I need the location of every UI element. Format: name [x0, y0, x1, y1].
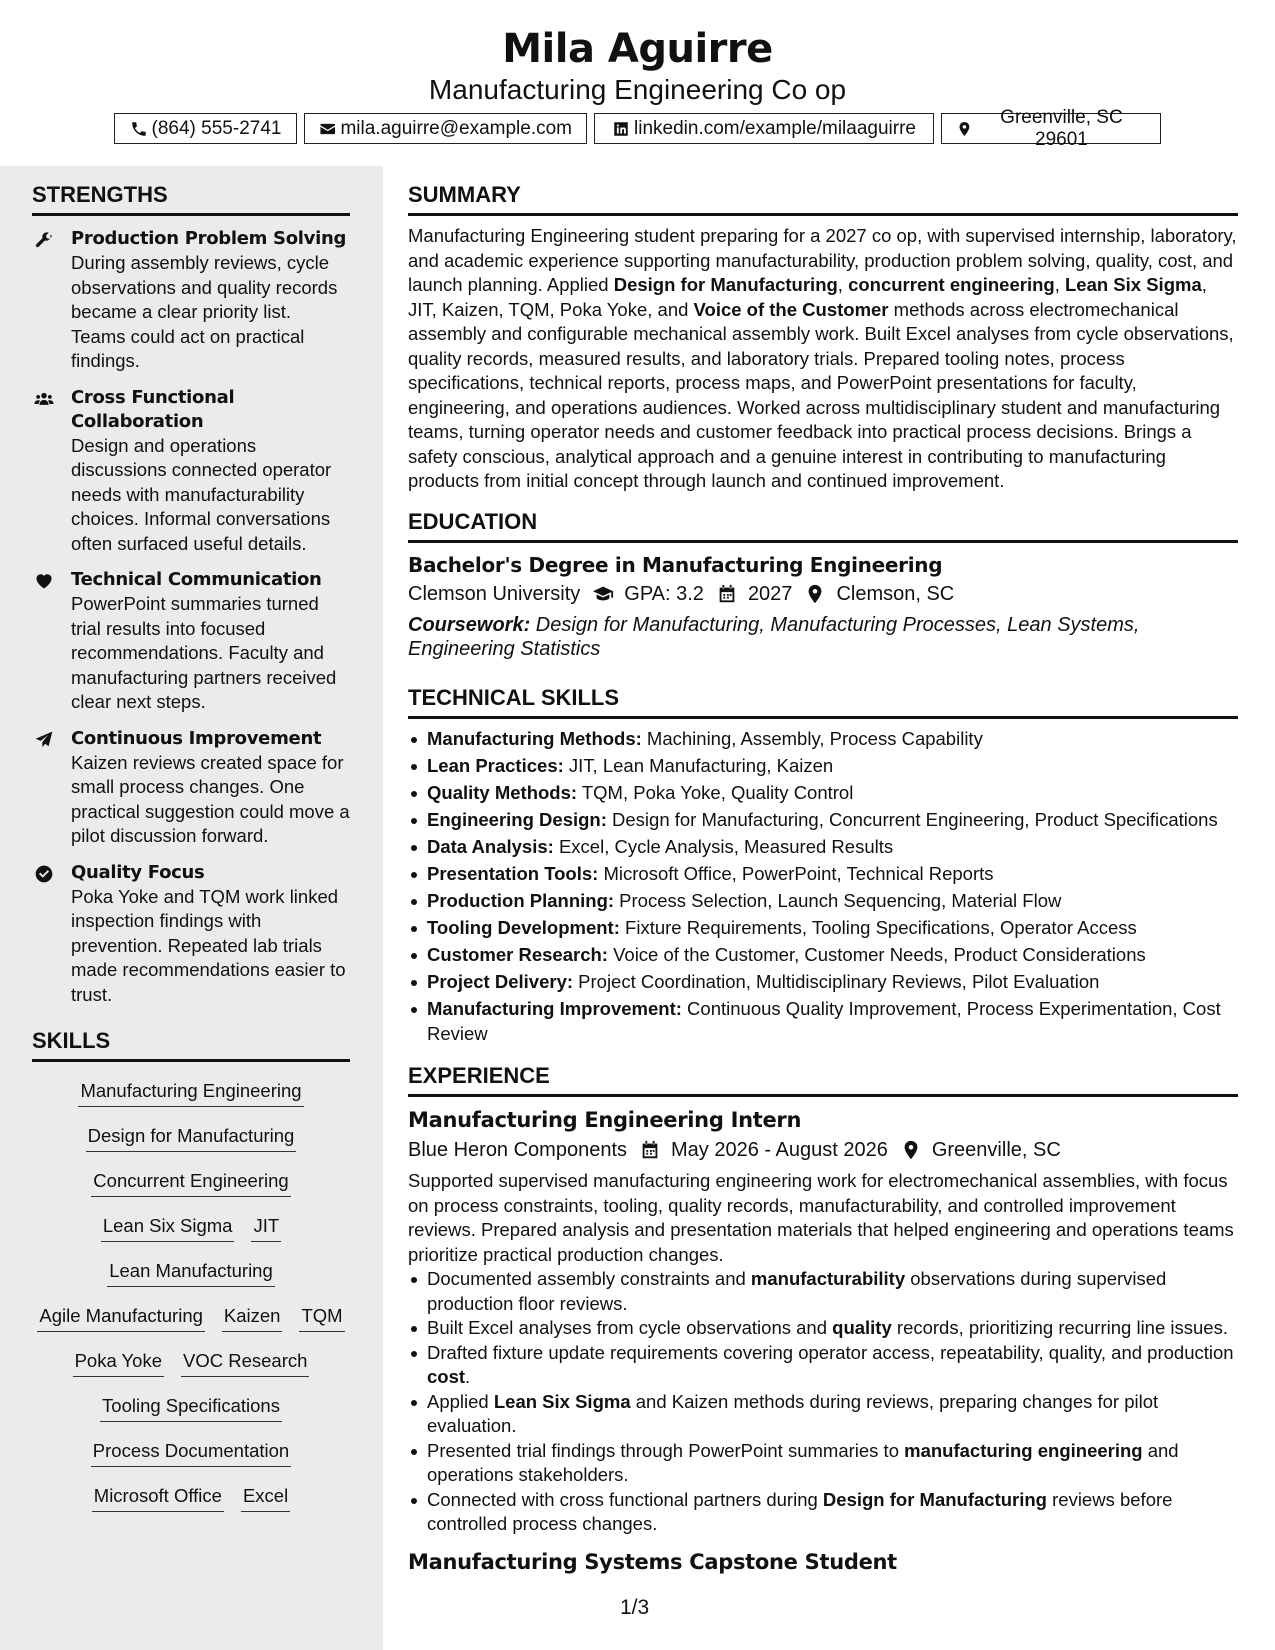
- job-bullets: [408, 1267, 1238, 1537]
- education-heading: EDUCATION: [408, 508, 1238, 543]
- skill-tag: Manufacturing Engineering: [78, 1079, 303, 1107]
- list-item: Presented trial findings through PowerPoint summaries to manufacturing engineering and operations stakeholders.: [408, 1439, 1238, 1488]
- strength-name: Quality Focus: [71, 861, 205, 883]
- company-name: Blue Heron Components: [408, 1139, 628, 1161]
- skill-tag: Excel: [241, 1484, 290, 1512]
- skill-tag: Poka Yoke: [73, 1349, 164, 1377]
- strength-item: [32, 227, 350, 374]
- strength-desc: PowerPoint summaries turned trial results into focused recommendations. Faculty and manufacturing partners received clear next steps.: [71, 593, 337, 712]
- contact-phone[interactable]: [114, 113, 297, 144]
- skill-tag: TQM: [299, 1304, 344, 1332]
- paper-plane-icon: [34, 730, 54, 750]
- skill-tag: Concurrent Engineering: [91, 1169, 290, 1197]
- list-item: Project Delivery: Project Coordination, Multidisciplinary Reviews, Pilot Evaluation: [408, 970, 1238, 995]
- check-circle-icon: [34, 864, 54, 884]
- strength-name: Cross Functional Collaboration: [71, 386, 235, 432]
- skill-tag: JIT: [251, 1214, 281, 1242]
- wrench-icon: [34, 230, 54, 250]
- list-item: Engineering Design: Design for Manufacturing, Concurrent Engineering, Product Specifications: [408, 808, 1238, 833]
- job-meta: [408, 1135, 1238, 1165]
- list-item: Quality Methods: TQM, Poka Yoke, Quality Control: [408, 781, 1238, 806]
- location-text: Greenville, SC 29601: [1000, 106, 1123, 150]
- calendar-icon: [716, 583, 738, 605]
- map-pin-icon: [956, 120, 973, 138]
- list-item: Built Excel analyses from cycle observations and quality records, prioritizing recurring line issues.: [408, 1316, 1238, 1341]
- technical-skills-section: [408, 684, 1238, 1049]
- skill-tag: Design for Manufacturing: [86, 1124, 297, 1152]
- strengths-heading: STRENGTHS: [32, 181, 350, 216]
- list-item: Tooling Development: Fixture Requirements, Tooling Specifications, Operator Access: [408, 916, 1238, 941]
- strength-item: [32, 861, 350, 1008]
- school-location: Clemson, SC: [836, 583, 955, 605]
- summary-heading: SUMMARY: [408, 181, 1238, 216]
- strengths-section: [32, 181, 350, 1007]
- degree-title: Bachelor's Degree in Manufacturing Engineering: [408, 553, 943, 577]
- list-item: Documented assembly constraints and manufacturability observations during supervised production floor reviews.: [408, 1267, 1238, 1316]
- list-item: Applied Lean Six Sigma and Kaizen methods during reviews, preparing changes for pilot evaluation.: [408, 1390, 1238, 1439]
- skill-tag: VOC Research: [181, 1349, 309, 1377]
- contact-bar: [0, 106, 1275, 150]
- skills-section: [32, 1027, 350, 1522]
- map-pin-icon: [900, 1139, 922, 1161]
- linkedin-icon: [612, 120, 630, 138]
- resume-header: [0, 0, 1275, 166]
- list-item: Drafted fixture update requirements covering operator access, repeatability, quality, and production cost.: [408, 1341, 1238, 1390]
- technical-skills-list: [408, 727, 1238, 1046]
- list-item: Presentation Tools: Microsoft Office, PowerPoint, Technical Reports: [408, 862, 1238, 887]
- grad-year: 2027: [747, 583, 793, 605]
- list-item: Data Analysis: Excel, Cycle Analysis, Measured Results: [408, 835, 1238, 860]
- envelope-icon: [319, 120, 336, 138]
- heart-icon: [34, 571, 54, 591]
- summary-section: [408, 181, 1238, 494]
- skill-tag: Microsoft Office: [92, 1484, 224, 1512]
- strength-name: Technical Communication: [71, 569, 322, 590]
- contact-email[interactable]: [304, 113, 587, 144]
- list-item: Manufacturing Improvement: Continuous Quality Improvement, Process Experimentation, Cost Review: [408, 997, 1238, 1046]
- strength-item: [32, 386, 350, 557]
- strength-item: [32, 727, 350, 849]
- list-item: Production Planning: Process Selection, Launch Sequencing, Material Flow: [408, 889, 1238, 914]
- school-name: Clemson University: [408, 583, 581, 605]
- experience-section: [408, 1062, 1238, 1577]
- graduation-cap-icon: [592, 583, 614, 605]
- summary-text: Manufacturing Engineering student preparing for a 2027 co op, with supervised internship, laboratory, and academic experience supporting manufacturability, production problem solving, quality, cost, and launch planning. Applied Design for Manufacturing, concurrent engineering, Lean Six Sigma, JIT, Kaizen, TQM, Poka Yoke, and Voice of the Customer methods across electromechanical assembly and configurable mechanical assembly work. Built Excel analyses from cycle observations, quality records, measured results, and laboratory trials. Prepared tooling notes, process specifications, technical reports, process maps, and PowerPoint presentations for faculty, engineering, and operations audiences. Worked across multidisciplinary student and manufacturing teams, turning operator needs and customer feedback into practical process decisions. Brings a safety conscious, analytical approach and a genuine interest in contributing to manufacturing products from initial concept through launch and continued improvement.: [408, 225, 1237, 491]
- strength-desc: During assembly reviews, cycle observations and quality records became a clear priority list. Teams could act on practical findings.: [71, 252, 338, 371]
- phone-text: (864) 555-2741: [151, 117, 282, 139]
- calendar-icon: [639, 1139, 661, 1161]
- education-section: [408, 508, 1238, 661]
- strength-item: [32, 568, 350, 715]
- job-location: Greenville, SC: [931, 1139, 1061, 1161]
- skill-tag: Agile Manufacturing: [37, 1304, 205, 1332]
- strength-desc: Design and operations discussions connected operator needs with manufacturability choices. Informal conversations often surfaced useful details.: [71, 434, 332, 554]
- page-number: 1/3: [620, 1596, 650, 1619]
- technical-skills-heading: TECHNICAL SKILLS: [408, 684, 1238, 719]
- candidate-name: Mila Aguirre: [502, 26, 773, 72]
- list-item: Manufacturing Methods: Machining, Assembly, Process Capability: [408, 727, 1238, 752]
- linkedin-text: linkedin.com/example/milaaguirre: [634, 117, 916, 139]
- skills-tags: [32, 1072, 350, 1522]
- strength-name: Continuous Improvement: [71, 727, 322, 749]
- skill-tag: Kaizen: [222, 1304, 283, 1332]
- experience-heading: EXPERIENCE: [408, 1062, 1238, 1097]
- skill-tag: Lean Six Sigma: [101, 1214, 235, 1242]
- list-item: Connected with cross functional partners during Design for Manufacturing reviews before controlled process changes.: [408, 1488, 1238, 1537]
- job-dates: May 2026 - August 2026: [671, 1139, 888, 1161]
- map-pin-icon: [804, 583, 826, 605]
- coursework: Coursework: Design for Manufacturing, Manufacturing Processes, Lean Systems, Engineering Statistics: [408, 614, 1140, 660]
- contact-linkedin[interactable]: [594, 113, 934, 144]
- users-icon: [34, 389, 54, 409]
- skill-tag: Tooling Specifications: [100, 1394, 282, 1422]
- phone-icon: [130, 120, 148, 138]
- job-title: Manufacturing Systems Capstone Student: [408, 1549, 897, 1574]
- job-title: Manufacturing Engineering Intern: [408, 1108, 802, 1132]
- strength-desc: Poka Yoke and TQM work linked inspection findings with prevention. Repeated lab trials made recommendations easier to trust.: [71, 885, 346, 1005]
- candidate-title: Manufacturing Engineering Co op: [428, 74, 847, 105]
- education-meta: [408, 579, 1238, 609]
- list-item: Lean Practices: JIT, Lean Manufacturing, Kaizen: [408, 754, 1238, 779]
- job-description: Supported supervised manufacturing engineering work for electromechanical assemblies, with focus on process constraints, tooling, quality records, manufacturability, and controlled improvement reviews. Prepared analysis and presentation materials that helped engineering and operations teams prioritize practical production changes.: [408, 1170, 1234, 1265]
- email-text: mila.aguirre@example.com: [340, 117, 572, 139]
- skill-tag: Process Documentation: [91, 1439, 291, 1467]
- list-item: Customer Research: Voice of the Customer, Customer Needs, Product Considerations: [408, 943, 1238, 968]
- gpa-text: GPA: 3.2: [624, 583, 704, 605]
- contact-location: [941, 106, 1161, 150]
- skills-heading: SKILLS: [32, 1027, 350, 1062]
- strength-desc: Kaizen reviews created space for small process changes. One practical suggestion could move a pilot discussion forward.: [71, 751, 350, 846]
- skill-tag: Lean Manufacturing: [107, 1259, 275, 1287]
- strength-name: Production Problem Solving: [71, 228, 347, 249]
